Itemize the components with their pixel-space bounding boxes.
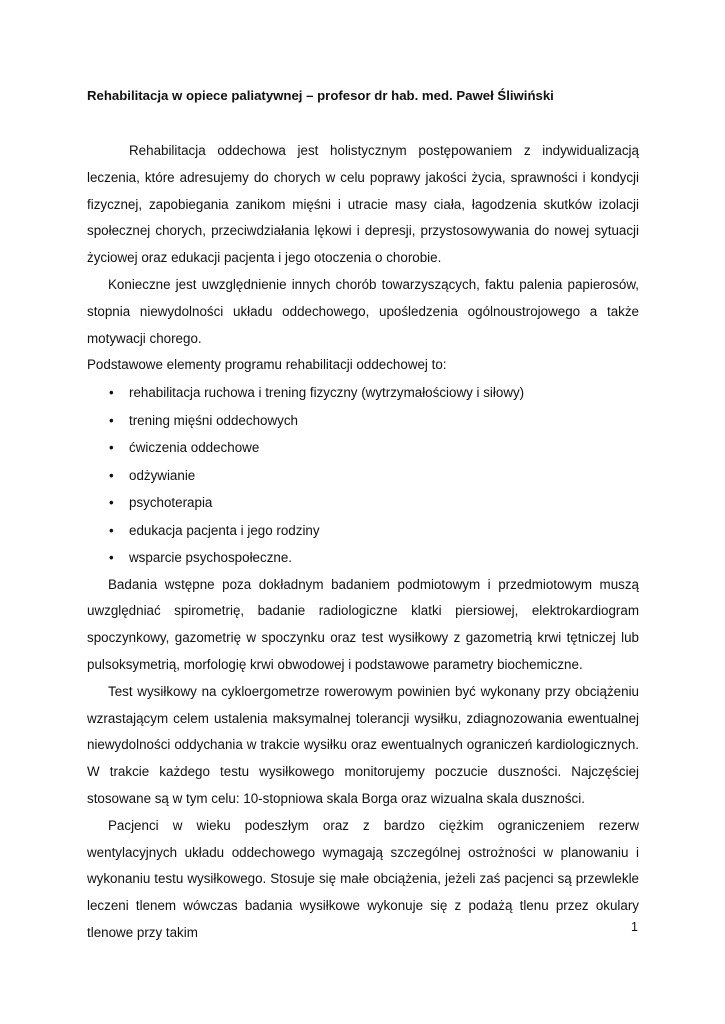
paragraph-elderly-patients: Pacjenci w wieku podeszłym oraz z bardzo ciężkim ograniczeniem rezerw wentylacyjnych układu oddechowego wymagają szczególnej ostrożności w planowaniu i wykonaniu testu wysiłkowego. Stosuje się małe obciążenia, jeżeli zaś pacjenci są przewlekle leczeni tlenem wówczas badania wysiłkowe wykonuje się z podażą tlenu przez okulary tlenowe przy takim (87, 817, 639, 941)
list-item (87, 544, 639, 572)
list-item (87, 489, 639, 517)
list-item (87, 379, 639, 407)
list-item-text: odżywianie (129, 467, 196, 483)
paragraph-initial-tests: Badania wstępne poza dokładnym badaniem podmiotowym i przedmiotowym muszą uwzględniać spirometrię, badanie radiologiczne klatki piersiowej, elektrokardiogram spoczynkowy, gazometrię w spoczynku oraz test wysiłkowy z gazometrią krwi tętniczej lub pulsoksymetrią, morfologię krwi obwodowej i podstawowe parametry biochemiczne. (87, 576, 639, 673)
program-elements-list (87, 379, 639, 572)
bullet-icon: • (109, 467, 114, 483)
list-item-text: edukacja pacjenta i jego rodziny (129, 522, 320, 538)
bullet-icon: • (109, 412, 114, 428)
list-item-text: wsparcie psychospołeczne. (129, 550, 293, 566)
document-title: Rehabilitacja w opiece paliatywnej – profesor dr hab. med. Paweł Śliwiński (87, 88, 554, 103)
paragraph-intro: Rehabilitacja oddechowa jest holistycznym postępowaniem z indywidualizacją leczenia, które adresujemy do chorych w celu poprawy jakości życia, sprawności i kondycji fizycznej, zapobiegania zanikom mięśni i utracie masy ciała, łagodzenia skutków izolacji społecznej chorych, przeciwdziałania lękowi i depresji, przystosowywania do nowej sytuacji życiowej oraz edukacji pacjenta i jego otoczenia o chorobie. (87, 143, 639, 266)
list-item-text: rehabilitacja ruchowa i trening fizyczny (wytrzymałościowy i siłowy) (129, 385, 525, 401)
paragraph-exercise-test: Test wysiłkowy na cykloergometrze rowerowym powinien być wykonany przy obciążeniu wzrastającym celem ustalenia maksymalnej tolerancji wysiłku, zdiagnozowania ewentualnej niewydolności oddychania w trakcie wysiłku oraz ewentualnych ograniczeń kardiologicznych. W trakcie każdego testu wysiłkowego monitorujemy poczucie duszności. Najczęściej stosowane są w tym celu: 10-stopniowa skala Borga oraz wizualna skala duszności. (87, 683, 639, 807)
bullet-icon: • (109, 550, 114, 566)
list-item-text: ćwiczenia oddechowe (129, 440, 260, 456)
bullet-icon: • (109, 385, 114, 401)
list-item (87, 434, 639, 462)
page-number: 1 (631, 920, 638, 934)
paragraph-program-elements: Podstawowe elementy programu rehabilitacji oddechowej to: (87, 357, 447, 373)
list-item-text: psychoterapia (129, 495, 213, 511)
document-body (87, 138, 639, 947)
list-item (87, 462, 639, 490)
list-item (87, 517, 639, 545)
bullet-icon: • (109, 440, 114, 456)
paragraph-comorbidities: Konieczne jest uwzględnienie innych chorób towarzyszących, faktu palenia papierosów, stopnia niewydolności układu oddechowego, upośledzenia ogólnoustrojowego a także motywacji chorego. (87, 276, 639, 346)
list-item-text: trening mięśni oddechowych (129, 412, 298, 428)
bullet-icon: • (109, 522, 114, 538)
list-item (87, 407, 639, 435)
bullet-icon: • (109, 495, 114, 511)
